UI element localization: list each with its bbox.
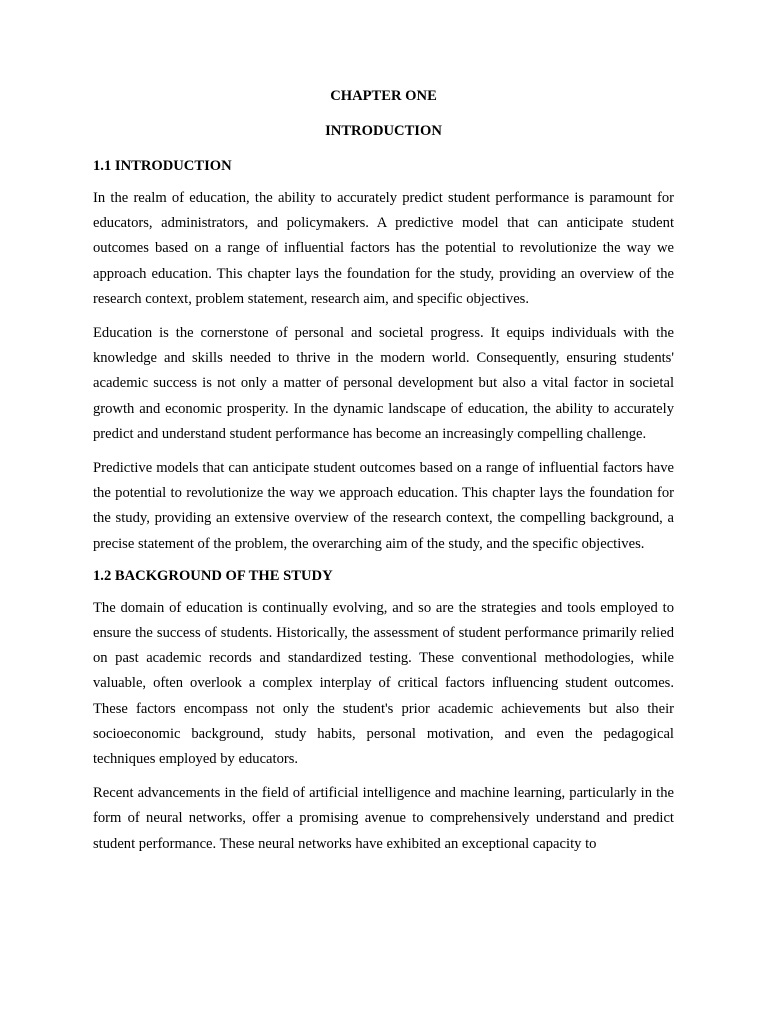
paragraph: Predictive models that can anticipate student outcomes based on a range of influential factors have the potential to revolutionize the way we approach education. This chapter lays the foundation for the study, providing an extensive overview of the research context, the compelling background, a precise statement of the problem, the overarching aim of the study, and the specific objectives. [93, 460, 674, 552]
paragraph: In the realm of education, the ability to accurately predict student performance is paramount for educators, administrators, and policymakers. A predictive model that can anticipate student outcomes based on a range of influential factors has the potential to revolutionize the way we approach education. This chapter lays the foundation for the study, providing an overview of the research context, problem statement, research aim, and specific objectives. [93, 190, 674, 307]
document-page [93, 86, 674, 866]
chapter-number: CHAPTER ONE [330, 88, 437, 104]
paragraph: The domain of education is continually evolving, and so are the strategies and tools employed to ensure the success of students. Historically, the assessment of student performance primarily relied on past academic records and standardized testing. These conventional methodologies, while valuable, often overlook a complex interplay of critical factors influencing student outcomes. These factors encompass not only the student's prior academic achievements but also their socioeconomic background, study habits, personal motivation, and even the pedagogical techniques employed by educators. [93, 599, 674, 768]
section-heading: 1.2 BACKGROUND OF THE STUDY [93, 567, 333, 584]
paragraph: Recent advancements in the field of artificial intelligence and machine learning, particularly in the form of neural networks, offer a promising avenue to comprehensively understand and predict student performance. These neural networks have exhibited an exceptional capacity to [93, 785, 674, 852]
chapter-title: INTRODUCTION [325, 123, 442, 139]
section-background [93, 566, 674, 857]
paragraph: Education is the cornerstone of personal and societal progress. It equips individuals with the knowledge and skills needed to thrive in the modern world. Consequently, ensuring students' academic success is not only a matter of personal development but also a vital factor in societal growth and economic prosperity. In the dynamic landscape of education, the ability to accurately predict and understand student performance has become an increasingly compelling challenge. [93, 325, 674, 442]
section-heading: 1.1 INTRODUCTION [93, 158, 232, 174]
section-introduction [93, 156, 674, 557]
